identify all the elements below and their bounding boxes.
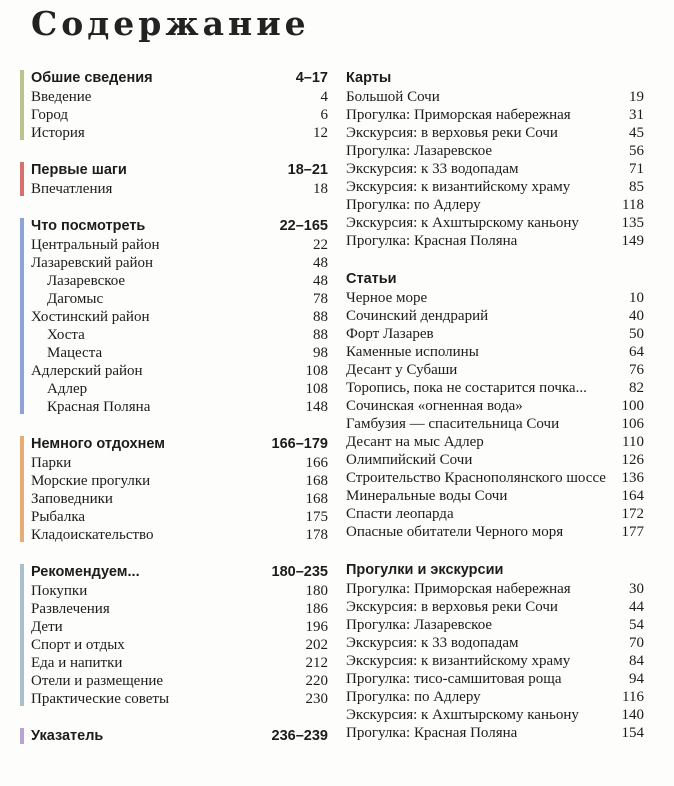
section-title: Рекомендуем... — [31, 564, 140, 580]
entry-title: Десант у Субаши — [346, 362, 458, 378]
toc-entry[interactable] — [31, 344, 328, 362]
entry-page: 168 — [305, 491, 328, 507]
entry-title: Прогулка: тисо-самшитовая роща — [346, 671, 562, 687]
section-color-bar — [20, 564, 24, 706]
toc-entry[interactable] — [31, 672, 328, 690]
entry-page: 54 — [629, 617, 644, 633]
toc-entry[interactable] — [346, 706, 644, 724]
entry-page: 98 — [313, 345, 328, 361]
entry-page: 12 — [313, 125, 328, 141]
section-heading[interactable] — [31, 216, 328, 236]
section-page-range: 22–165 — [279, 218, 328, 234]
entry-page: 82 — [629, 380, 644, 396]
entry-page: 202 — [305, 637, 328, 653]
entry-page: 164 — [621, 488, 644, 504]
entry-title: Город — [31, 107, 69, 123]
entry-title: Покупки — [31, 583, 88, 599]
toc-section — [346, 269, 644, 541]
entry-title: Черное море — [346, 290, 428, 306]
entry-page: 212 — [305, 655, 328, 671]
entry-page: 177 — [621, 524, 644, 540]
entry-title: Отели и размещение — [31, 673, 164, 689]
entry-page: 44 — [629, 599, 644, 615]
entry-title: Строительство Краснополянского шоссе — [346, 470, 606, 486]
entry-title: Прогулка: Лазаревское — [346, 617, 493, 633]
entry-title: Экскурсия: к 33 водопадам — [346, 635, 519, 651]
entry-page: 88 — [313, 327, 328, 343]
entry-page: 172 — [621, 506, 644, 522]
toc-entry[interactable] — [31, 526, 328, 544]
toc-entry[interactable] — [31, 618, 328, 636]
toc-entry[interactable] — [346, 361, 644, 379]
entry-title: Введение — [31, 89, 92, 105]
section-color-bar — [20, 728, 24, 744]
section-heading[interactable] — [31, 68, 328, 88]
entry-title: Спорт и отдых — [31, 637, 125, 653]
entry-title: Лазаревский район — [31, 255, 154, 271]
toc-section — [20, 160, 328, 198]
entry-title: Олимпийский Сочи — [346, 452, 473, 468]
entry-title: Развлечения — [31, 601, 110, 617]
entry-page: 186 — [305, 601, 328, 617]
entry-page: 220 — [305, 673, 328, 689]
toc-entry[interactable] — [346, 580, 644, 598]
entry-page: 140 — [621, 707, 644, 723]
entry-page: 118 — [622, 197, 644, 213]
entry-page: 56 — [629, 143, 644, 159]
section-page-range: 18–21 — [287, 162, 328, 178]
toc-entry[interactable] — [31, 472, 328, 490]
toc-entry[interactable] — [346, 289, 644, 307]
toc-entry[interactable] — [31, 654, 328, 672]
toc-entry[interactable] — [31, 362, 328, 380]
toc-entry[interactable] — [31, 106, 328, 124]
toc-entry[interactable] — [346, 652, 644, 670]
entry-page: 168 — [305, 473, 328, 489]
toc-section — [20, 726, 328, 746]
entry-page: 108 — [305, 381, 328, 397]
entry-title: Торопись, пока не состарится почка... — [346, 380, 587, 396]
entry-title: Прогулка: Приморская набережная — [346, 107, 571, 123]
toc-entry[interactable] — [346, 724, 644, 742]
toc-entry[interactable] — [31, 290, 328, 308]
entry-page: 40 — [629, 308, 644, 324]
entry-title: Экскурсия: в верховья реки Сочи — [346, 599, 558, 615]
section-heading[interactable] — [31, 562, 328, 582]
toc-entry[interactable] — [346, 196, 644, 214]
entry-title: Кладоискательство — [31, 527, 154, 543]
entry-page: 85 — [629, 179, 644, 195]
entry-title: Хостинский район — [31, 309, 150, 325]
toc-entry[interactable] — [31, 180, 328, 198]
entry-title: Центральный район — [31, 237, 160, 253]
toc-entry[interactable] — [346, 307, 644, 325]
entry-page: 48 — [313, 273, 328, 289]
entry-title: Прогулка: по Адлеру — [346, 197, 481, 213]
toc-entry[interactable] — [346, 598, 644, 616]
toc-entry[interactable] — [346, 670, 644, 688]
entry-page: 64 — [629, 344, 644, 360]
toc-entry[interactable] — [31, 454, 328, 472]
entry-title: Красная Поляна — [47, 399, 151, 415]
toc-entry[interactable] — [31, 236, 328, 254]
toc-section — [20, 434, 328, 544]
toc-entry[interactable] — [346, 451, 644, 469]
section-title: Немного отдохнем — [31, 436, 165, 452]
toc-entry[interactable] — [31, 490, 328, 508]
entry-page: 175 — [305, 509, 328, 525]
entry-title: Гамбузия — спасительница Сочи — [346, 416, 560, 432]
entry-page: 50 — [629, 326, 644, 342]
entry-title: Рыбалка — [31, 509, 86, 525]
section-color-bar — [20, 70, 24, 140]
entry-title: Экскурсия: к Ахштырскому каньону — [346, 707, 579, 723]
toc-entry[interactable] — [31, 398, 328, 416]
toc-entry[interactable] — [346, 142, 644, 160]
toc-entry[interactable] — [346, 214, 644, 232]
toc-entry[interactable] — [31, 124, 328, 142]
section-heading[interactable] — [346, 269, 644, 289]
toc-entry[interactable] — [31, 88, 328, 106]
entry-title: Сочинская «огненная вода» — [346, 398, 523, 414]
toc-entry[interactable] — [346, 88, 644, 106]
entry-title: Форт Лазарев — [346, 326, 434, 342]
entry-title: Заповедники — [31, 491, 113, 507]
toc-entry[interactable] — [346, 397, 644, 415]
entry-title: Экскурсия: к византийскому храму — [346, 179, 571, 195]
section-title: Обшие сведения — [31, 70, 153, 86]
entry-title: Опасные обитатели Черного моря — [346, 524, 564, 540]
entry-title: Экскурсия: к Ахштырскому каньону — [346, 215, 579, 231]
section-title: Указатель — [31, 728, 104, 744]
section-heading[interactable] — [31, 726, 328, 746]
toc-section — [20, 562, 328, 708]
section-heading[interactable] — [31, 160, 328, 180]
toc-entry[interactable] — [31, 690, 328, 708]
entry-page: 230 — [305, 691, 328, 707]
entry-page: 84 — [629, 653, 644, 669]
entry-title: Впечатления — [31, 181, 113, 197]
entry-title: Сочинский дендрарий — [346, 308, 489, 324]
entry-title: Каменные исполины — [346, 344, 479, 360]
entry-title: Прогулка: Красная Поляна — [346, 725, 518, 741]
entry-title: Прогулка: Красная Поляна — [346, 233, 518, 249]
toc-entry[interactable] — [346, 634, 644, 652]
section-color-bar — [20, 436, 24, 542]
toc-entry[interactable] — [31, 582, 328, 600]
toc-entry[interactable] — [31, 326, 328, 344]
entry-title: Морские прогулки — [31, 473, 151, 489]
entry-page: 10 — [629, 290, 644, 306]
toc-section — [20, 68, 328, 142]
toc-section — [20, 216, 328, 416]
entry-title: Лазаревское — [47, 273, 126, 289]
section-title: Прогулки и экскурсии — [346, 562, 504, 578]
toc-entry[interactable] — [31, 308, 328, 326]
entry-page: 100 — [621, 398, 644, 414]
entry-page: 154 — [621, 725, 644, 741]
entry-page: 126 — [621, 452, 644, 468]
entry-page: 76 — [629, 362, 644, 378]
toc-entry[interactable] — [31, 636, 328, 654]
section-title: Статьи — [346, 271, 397, 287]
section-heading[interactable] — [31, 434, 328, 454]
toc-entry[interactable] — [346, 232, 644, 250]
entry-title: Прогулка: Лазаревское — [346, 143, 493, 159]
entry-page: 110 — [622, 434, 644, 450]
entry-page: 30 — [629, 581, 644, 597]
entry-page: 178 — [305, 527, 328, 543]
toc-entry[interactable] — [31, 508, 328, 526]
entry-page: 19 — [629, 89, 644, 105]
entry-page: 78 — [313, 291, 328, 307]
entry-title: Минеральные воды Сочи — [346, 488, 508, 504]
section-page-range: 236–239 — [271, 728, 328, 744]
entry-title: Хоста — [47, 327, 85, 343]
entry-page: 45 — [629, 125, 644, 141]
toc-section — [346, 68, 644, 250]
entry-page: 31 — [629, 107, 644, 123]
entry-title: Мацеста — [47, 345, 103, 361]
entry-page: 148 — [305, 399, 328, 415]
toc-entry[interactable] — [346, 379, 644, 397]
toc-entry[interactable] — [31, 380, 328, 398]
entry-title: Десант на мыс Адлер — [346, 434, 484, 450]
entry-title: Адлер — [47, 381, 88, 397]
section-page-range: 180–235 — [271, 564, 328, 580]
entry-title: Большой Сочи — [346, 89, 440, 105]
entry-title: Спасти леопарда — [346, 506, 454, 522]
toc-entry[interactable] — [346, 415, 644, 433]
entry-page: 70 — [629, 635, 644, 651]
entry-title: Экскурсия: к 33 водопадам — [346, 161, 519, 177]
toc-entry[interactable] — [346, 106, 644, 124]
toc-entry[interactable] — [346, 469, 644, 487]
entry-title: Дети — [31, 619, 63, 635]
entry-title: Адлерский район — [31, 363, 143, 379]
entry-page: 149 — [621, 233, 644, 249]
toc-entry[interactable] — [346, 487, 644, 505]
toc-section — [346, 560, 644, 742]
section-color-bar — [20, 218, 24, 414]
section-page-range: 4–17 — [295, 70, 328, 86]
toc-entry[interactable] — [346, 505, 644, 523]
toc-entry[interactable] — [346, 178, 644, 196]
entry-page: 196 — [305, 619, 328, 635]
entry-page: 18 — [313, 181, 328, 197]
section-color-bar — [20, 162, 24, 196]
entry-page: 48 — [313, 255, 328, 271]
entry-title: Практические советы — [31, 691, 170, 707]
toc-entry[interactable] — [346, 325, 644, 343]
entry-title: Экскурсия: в верховья реки Сочи — [346, 125, 558, 141]
entry-page: 108 — [305, 363, 328, 379]
toc-entry[interactable] — [31, 254, 328, 272]
toc-entry[interactable] — [346, 688, 644, 706]
right-column — [346, 68, 644, 761]
toc-entry[interactable] — [31, 600, 328, 618]
entry-title: Дагомыс — [47, 291, 104, 307]
section-title: Первые шаги — [31, 162, 127, 178]
section-title: Карты — [346, 70, 392, 86]
section-title: Что посмотреть — [31, 218, 146, 234]
entry-page: 6 — [320, 107, 328, 123]
entry-title: История — [31, 125, 85, 141]
entry-title: Прогулка: Приморская набережная — [346, 581, 571, 597]
entry-page: 88 — [313, 309, 328, 325]
left-column — [20, 68, 328, 764]
entry-title: Парки — [31, 455, 72, 471]
entry-page: 135 — [621, 215, 644, 231]
section-page-range: 166–179 — [271, 436, 328, 452]
entry-title: Еда и напитки — [31, 655, 123, 671]
entry-page: 22 — [313, 237, 328, 253]
entry-page: 4 — [320, 89, 328, 105]
entry-title: Прогулка: по Адлеру — [346, 689, 481, 705]
toc-entry[interactable] — [346, 160, 644, 178]
toc-entry[interactable] — [31, 272, 328, 290]
toc-entry[interactable] — [346, 343, 644, 361]
entry-page: 116 — [622, 689, 644, 705]
entry-page: 166 — [305, 455, 328, 471]
entry-page: 106 — [621, 416, 644, 432]
toc-entry[interactable] — [346, 616, 644, 634]
toc-entry[interactable] — [346, 523, 644, 541]
section-heading[interactable] — [346, 560, 644, 580]
entry-page: 71 — [629, 161, 644, 177]
toc-entry[interactable] — [346, 124, 644, 142]
toc-entry[interactable] — [346, 433, 644, 451]
section-heading[interactable] — [346, 68, 644, 88]
page-title: Содержание — [31, 4, 310, 43]
entry-page: 180 — [305, 583, 328, 599]
entry-page: 94 — [629, 671, 644, 687]
entry-page: 136 — [621, 470, 644, 486]
entry-title: Экскурсия: к византийскому храму — [346, 653, 571, 669]
